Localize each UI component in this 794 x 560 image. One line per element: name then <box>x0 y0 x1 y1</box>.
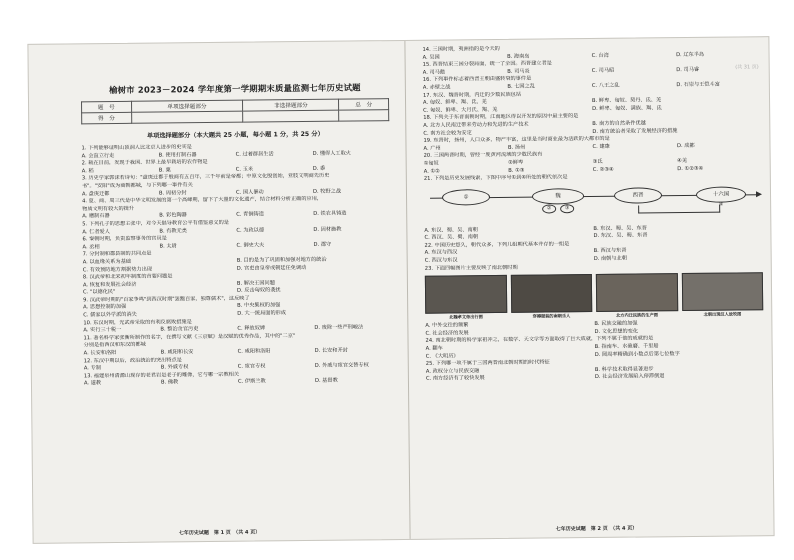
question-stem: 11. 著名科学家张衡所制作的名字，在撰写文献《三京赋》是汉赋的优秀作品，其中的"二京" <box>83 332 296 342</box>
answer-option: D. 社会经济发展陷入停滞倒退 <box>594 373 665 381</box>
timeline-oval: 西晋 <box>614 187 662 204</box>
score-cell: 题 号 <box>82 101 132 113</box>
answer-option: A. 思想控制的加强 <box>83 304 127 311</box>
answer-option: A. 以血缘关系为基础 <box>82 258 131 266</box>
question-stem: 3. 历史学家郭沫若诗句："盘庚迁都于殷商有五百年，三千年前是帝都；中原文化殷创始，亚肢文明商先历史 <box>81 173 330 182</box>
exam-sheet <box>27 36 774 544</box>
exam-title: 榆树市 2023－2024 学年度第一学期期末质量监测七年历史试题 <box>108 82 361 96</box>
option-row <box>426 373 764 384</box>
answer-option: D. 文化思想的变化 <box>594 328 639 335</box>
question-stem: 7. 分封制和郡县制的共同点是 <box>82 250 152 258</box>
page-1 <box>28 41 405 543</box>
herding-image <box>681 272 763 311</box>
question-stem-continued: 物质文明有较大的提升 <box>82 205 135 213</box>
answer-option: D. 圆周率精确到小数点后第七位数字 <box>594 350 680 358</box>
answer-option: D. 官吏由皇帝或朝廷任免调动 <box>236 264 307 272</box>
answer-option: A. 实行三十税一 <box>83 327 122 334</box>
question-stem: 23. 下面四幅图片主要反映了南北朝时期 <box>424 264 518 272</box>
score-cell <box>339 110 389 122</box>
answer-option: B. 外戚专权 <box>160 364 189 371</box>
answer-option: C. 有效预防地方割据势力出现 <box>82 266 152 273</box>
question-stem: 15. 西晋结束三国分裂局面，统一了全国。西晋建立者是 <box>422 60 552 68</box>
answer-option: D. 懂得人工取火 <box>312 150 352 157</box>
timeline-oval: ① <box>442 189 490 206</box>
answer-option: A. 长安和洛阳 <box>83 350 117 357</box>
answer-option: C. ②③④ <box>592 166 614 173</box>
question-stem: 18. 下列关于东晋南朝时期，江南地区得以开发的原因中最主要的是 <box>423 113 579 122</box>
question-stem: 22. 中国历史悠久，朝代众多，下列几组朝代基本并存的一组是 <box>424 241 570 249</box>
answer-option: B. 扬州 <box>507 144 526 151</box>
question-stem: 5. 下列孔子的思想主张中，对今天倡导教育公平有借鉴意义的是 <box>82 219 229 228</box>
answer-option: C. 南方社会较为安定 <box>423 129 472 137</box>
answer-option: B. 七国之乱 <box>507 83 536 90</box>
answer-option: ②鲜卑 <box>508 159 524 166</box>
answer-option: C. 青铜铸造 <box>236 211 264 219</box>
answer-option: A. 司马懿 <box>422 69 446 76</box>
answer-option: D. 南朝与北朝 <box>593 255 627 263</box>
question-stem: 4. 夏、商、周三代是中华文明发展的第一个高峰期，留下了大量的文化遗产，结合材料分析正确的应用， <box>82 195 323 205</box>
dynasty-timeline <box>424 182 762 226</box>
score-table <box>81 98 389 124</box>
answer-option: C. 西汉与东汉 <box>424 257 458 264</box>
page-2 <box>412 37 775 539</box>
answer-option: A. 北方人民南迁带来劳动力和先进的生产技术 <box>423 121 529 129</box>
answer-option: D. 牧野之战 <box>312 188 342 195</box>
answer-option: C. 匈奴、鲜卑、大月氏、羯、羌 <box>423 106 498 114</box>
answer-option: A. 稻 <box>81 167 94 175</box>
answer-option: D. 外戚与宦官交替专权 <box>314 362 369 370</box>
answer-option: A. 磨制石器 <box>82 213 110 220</box>
page-footer: 七年历史试题 第 1 页 （共 4 页） <box>178 529 261 537</box>
question-stem: 9. 汉武帝时期的"百家争鸣"到西汉时期"罢黜百家，独尊儒术"，这反映了 <box>83 295 250 304</box>
score-cell: 非选择题部分 <box>243 99 339 111</box>
answer-option: D. 郡守 <box>313 241 332 248</box>
question-list <box>425 319 764 383</box>
question-list <box>81 142 392 388</box>
picture-caption: 北方内迁民族的生产图 <box>616 312 658 318</box>
answer-option: ③氐 <box>592 158 603 165</box>
answer-option: A. 专制 <box>83 365 101 372</box>
answer-option: A. 赤壁之战 <box>422 84 451 91</box>
picture-caption: 北朝出现汉人放牧图 <box>703 311 742 318</box>
answer-option: B. 东汉、蜀、吴、东晋 <box>593 225 647 232</box>
answer-option: A. 盘庚迁都 <box>81 190 110 197</box>
answer-option: A. 中外交往的频繁 <box>425 322 469 329</box>
answer-option: A. 东汉、蜀、吴、南朝 <box>424 226 478 234</box>
score-table-row <box>82 110 389 124</box>
question-stem: 8. 汉武帝和北宋初年制度的首要问题是 <box>82 273 173 281</box>
timeline-split: ③ <box>560 204 574 213</box>
answer-option: C. 司马昭 <box>591 67 615 74</box>
answer-option: D. 东汉、吴、蜀、东晋 <box>593 232 648 240</box>
answer-option: B. 西汉与东晋 <box>593 248 627 255</box>
answer-option: C. 过着群居生活 <box>235 150 274 158</box>
answer-option: C. 建康 <box>592 143 610 150</box>
answer-option: A. 丞相 <box>82 243 100 251</box>
answer-option: B. 解决王国问题 <box>236 280 275 287</box>
answer-option: C. "以德化民" <box>82 289 116 296</box>
page-fold <box>404 41 410 539</box>
answer-option: D. 石崇与王恺斗富 <box>676 81 721 89</box>
answer-option: A. 仁者爱人 <box>82 228 110 235</box>
answer-option: D. ①②③④ <box>677 165 704 172</box>
answer-option: B. 指南车、水碓磨、千里船 <box>594 343 659 351</box>
musician-image <box>510 274 592 313</box>
answer-option: D. 黍 <box>312 165 326 172</box>
question-stem: 24. 南北朝时期的科学家祖冲之，在数学、天文学等方面取得了巨大成就，下列不属于他的成就的是 <box>425 335 654 345</box>
question-stem: 20. 三国两晋时期，曾经一度黄河流域的少数民族有 <box>423 151 543 160</box>
answer-option: A. 道教 <box>83 380 102 387</box>
timeline-label: ④ <box>718 201 724 208</box>
mural-image <box>425 275 507 314</box>
question-stem: 19. 东晋时，扬州，人口众多，物产丰富，这里是当时商业最为活跃的大都市的是 <box>423 135 610 144</box>
faint-stamp: (共 31 页) <box>735 64 759 71</box>
answer-option: D. 大一统局面的形成 <box>237 310 287 317</box>
score-cell <box>131 111 243 123</box>
answer-option: D. 长安和开封 <box>314 347 348 354</box>
answer-option: C. 社会经济的发展 <box>425 330 469 337</box>
answer-option: D. 辽东半岛 <box>676 51 705 58</box>
picture-caption: 北魏孝文帝出行图 <box>449 314 483 320</box>
answer-option: B. 整治贪官污吏 <box>160 326 199 333</box>
answer-option: C. 咸阳和洛阳 <box>237 348 271 355</box>
answer-option: D. 南方统治者采取了发展经济的措施 <box>592 127 678 135</box>
timeline-split: ② <box>542 204 556 213</box>
answer-option: ①匈奴 <box>423 160 439 167</box>
answer-option: B. 南方的自然条件优越 <box>592 120 646 127</box>
answer-option: C. 玉米 <box>235 166 254 173</box>
question-stem: 10. 东汉时期，光武帝采取的有利反腐败措施是 <box>83 318 192 326</box>
answer-option: B. 太尉 <box>159 243 177 250</box>
answer-option: D. 鲜卑、匈奴、满族、羯、氐 <box>592 105 662 112</box>
answer-option: D. 因材施教 <box>313 226 342 233</box>
score-cell: 单项选择题部分 <box>131 100 243 112</box>
question-stem: 2. 载在目前，发现于我国、世界上最早栽培的农作物是 <box>81 159 208 167</box>
answer-option: D. 反击匈奴的袭扰 <box>236 287 281 294</box>
answer-option: C. 御史大夫 <box>236 242 265 249</box>
answer-option: D. 成都 <box>676 142 695 149</box>
answer-option: B. 彩色陶器 <box>159 212 187 219</box>
question-list <box>422 43 761 183</box>
score-cell <box>243 110 339 122</box>
answer-option: B. 民族交融的加强 <box>594 320 638 328</box>
answer-option: C. 释放奴婢 <box>237 325 266 332</box>
answer-option: D. 基督教 <box>314 378 338 385</box>
answer-option: B. 司马炎 <box>507 68 530 75</box>
farming-image <box>596 273 678 312</box>
answer-option: B. 鲜卑、匈奴、契丹、氐、羌 <box>592 97 662 105</box>
answer-option: C. 宦官专权 <box>237 363 266 370</box>
answer-option: B. 粟 <box>158 167 171 174</box>
answer-option: C. 伊斯兰教 <box>237 378 266 386</box>
question-stem: 12. 东汉中期以后，政治统治的突出特点是 <box>83 356 182 364</box>
answer-option: B. 中央集权的加强 <box>237 302 281 310</box>
question-stem: 17. 东汉、魏晋时期，内迁的少数民族包括 <box>422 91 522 99</box>
answer-option: C. 台湾 <box>591 52 609 59</box>
answer-option: A. 东汉与西汉 <box>424 249 458 257</box>
question-stem-continued: 书"。"安阳"成为商朝都城，与下列哪一事件有关 <box>81 182 193 190</box>
answer-option: A. 翻车 <box>425 345 443 352</box>
answer-option: B. 周初分封 <box>158 189 187 197</box>
answer-option: B. 咸阳和长安 <box>160 349 194 356</box>
answer-option: D. 废除一些严刑峻法 <box>314 324 364 332</box>
page-footer: 七年历史试题 第 2 页 （共 4 页） <box>555 525 638 533</box>
answer-option: A. ①② <box>423 168 440 175</box>
question-stem: 13. 福建泉州清源山现存的老君岩是老子的雕像，它与哪一宗教相关 <box>83 371 240 380</box>
answer-option: B. 有教无类 <box>159 227 188 235</box>
answer-option: C. 西汉、吴、蜀、南朝 <box>424 234 479 242</box>
answer-option: A. 会直立行走 <box>81 152 115 159</box>
answer-option: C. 国人暴动 <box>235 188 264 196</box>
answer-option: B. 海南岛 <box>507 53 530 60</box>
question-stem: 16. 下列事件标志着西晋王朝由盛转衰的事件是 <box>422 75 532 84</box>
picture-row <box>425 272 763 314</box>
answer-option: A. 广州 <box>423 145 441 152</box>
answer-option: D. 铁农具铸造 <box>313 210 347 218</box>
question-stem: 21. 下列是历史发展线索，下图中序号①到④所处的朝代依次是 <box>423 174 568 182</box>
answer-option: D. 司马睿 <box>676 66 700 73</box>
answer-option: A. 匈奴、鲜卑、羯、氐、羌 <box>423 99 487 106</box>
question-stem: 25. 下列哪一项不属于三国两晋南北朝时期的时代特征 <box>425 359 550 367</box>
answer-option: C. 儒家以外学派的消失 <box>83 311 137 319</box>
timeline-oval: 魏 <box>532 188 584 205</box>
answer-option: B. ①③ <box>508 167 525 174</box>
question-stem: 14. 三国时期，夷洲指的是今天的 <box>422 45 500 53</box>
answer-option: A. 吴国 <box>422 54 440 61</box>
answer-option: C. 八王之乱 <box>591 82 620 89</box>
answer-option: B. 使用打制石器 <box>158 151 197 159</box>
answer-option: C. 南方经济有了较快发展 <box>425 375 485 383</box>
question-stem: 1. 下列能够证明山顶洞人比北京人进步的史实是 <box>81 144 192 152</box>
score-cell: 得 分 <box>82 112 132 124</box>
section-heading: 单项选择题部分（本大题共 25 小题，每小题 1 分，共 25 分） <box>146 130 324 140</box>
answer-option: C. 《大明历》 <box>425 353 459 360</box>
answer-option: B. 佛教 <box>160 379 179 386</box>
answer-option: ④羌 <box>677 157 688 165</box>
answer-option: A. 政权分立与民族交融 <box>425 367 480 375</box>
question-stem-continued: 分别是指西汉和东汉的都城 <box>83 342 146 349</box>
picture-caption: 穿褥服装的南朝乐人 <box>532 313 571 319</box>
score-cell: 总 分 <box>339 99 389 111</box>
answer-option: C. 为政以德 <box>236 226 265 234</box>
arrow-right-icon <box>756 191 762 197</box>
answer-option: A. 恢复和发展社会经济 <box>82 281 137 289</box>
answer-option: B. 目的是为了巩固和加强对地方的统治 <box>236 256 327 264</box>
timeline-oval: 十六国 <box>696 186 746 203</box>
question-list <box>424 224 762 273</box>
question-stem: 6. 秦朝时期，负责监察事务的官员是 <box>82 235 167 243</box>
answer-option: B. 科学技术取得显著进步 <box>594 366 654 373</box>
